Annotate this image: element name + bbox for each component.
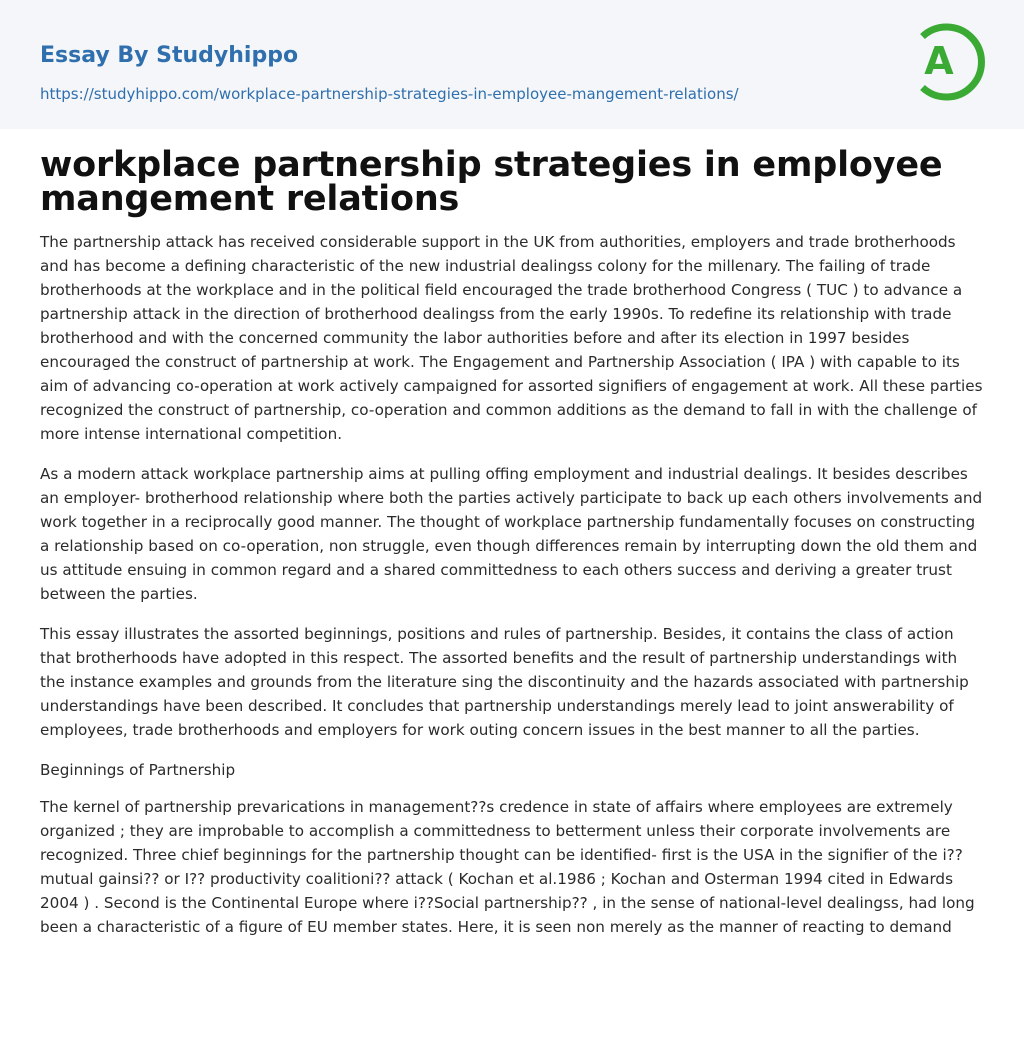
- article-paragraph: The kernel of partnership prevarications in management??s credence in state of affairs where employees are extremely organized ; they are improbable to accomplish a committedness to betterment unless their corporate involvements are recognized. Three chief beginnings for the partnership thought can be identified- first is the USA in the signifier of the i??mutual gainsi?? or I?? productivity coalitioni?? attack ( Kochan et al.1986 ; Kochan and Osterman 1994 cited in Edwards 2004 ) . Second is the Continental Europe where i??Social partnership?? , in the sense of national-level dealingss, had long been a characteristic of a figure of EU member states. Here, it is seen non merely as the manner of reacting to demand: [40, 798, 975, 936]
- article-paragraph: The partnership attack has received considerable support in the UK from authorities, employers and trade brotherhoods and has become a defining characteristic of the new industrial dealingss colony for the millenary. The failing of trade brotherhoods at the workplace and in the political field encouraged the trade brotherhood Congress ( TUC ) to advance a partnership attack in the direction of brotherhood dealingss from the early 1990s. To redefine its relationship with trade brotherhood and with the concerned community the labor authorities before and after its election in 1997 besides encouraged the construct of partnership at work. The Engagement and Partnership Association ( IPA ) with capable to its aim of advancing co-operation at work actively campaigned for assorted signifiers of engagement at work. All these parties recognized the construct of partnership, co-operation and common additions as the demand to fall in with the challenge of more intense international competition.: [40, 233, 983, 443]
- article: [40, 145, 984, 955]
- brand-title[interactable]: Essay By Studyhippo: [40, 43, 299, 68]
- section-heading: Beginnings of Partnership: [40, 761, 236, 779]
- article-paragraph: This essay illustrates the assorted beginnings, positions and rules of partnership. Besides, it contains the class of action that brotherhoods have adopted in this respect. The assorted benefits and the result of partnership understandings with the instance examples and grounds from the literature sing the discontinuity and the hazards associated with partnership understandings have been described. It concludes that partnership understandings merely lead to joint answerability of employees, trade brotherhoods and employers for work outing concern issues in the best manner to all the parties.: [40, 625, 969, 739]
- article-title: workplace partnership strategies in employee mangement relations: [40, 145, 943, 219]
- logo-letter: A: [924, 39, 954, 83]
- source-url-link[interactable]: https://studyhippo.com/workplace-partnership-strategies-in-employee-mangement-relations/: [40, 85, 739, 103]
- article-paragraph: As a modern attack workplace partnership aims at pulling offing employment and industrial dealings. It besides describes an employer- brotherhood relationship where both the parties actively participate to back up each others involvements and work together in a reciprocally good manner. The thought of workplace partnership fundamentally focuses on constructing a relationship based on co-operation, non struggle, even though differences remain by interrupting down the old them and us attitude ensuing in common regard and a shared committedness to each others success and deriving a greater trust between the parties.: [40, 465, 983, 603]
- site-header: [0, 0, 1024, 129]
- studyhippo-logo-icon[interactable]: [910, 18, 988, 106]
